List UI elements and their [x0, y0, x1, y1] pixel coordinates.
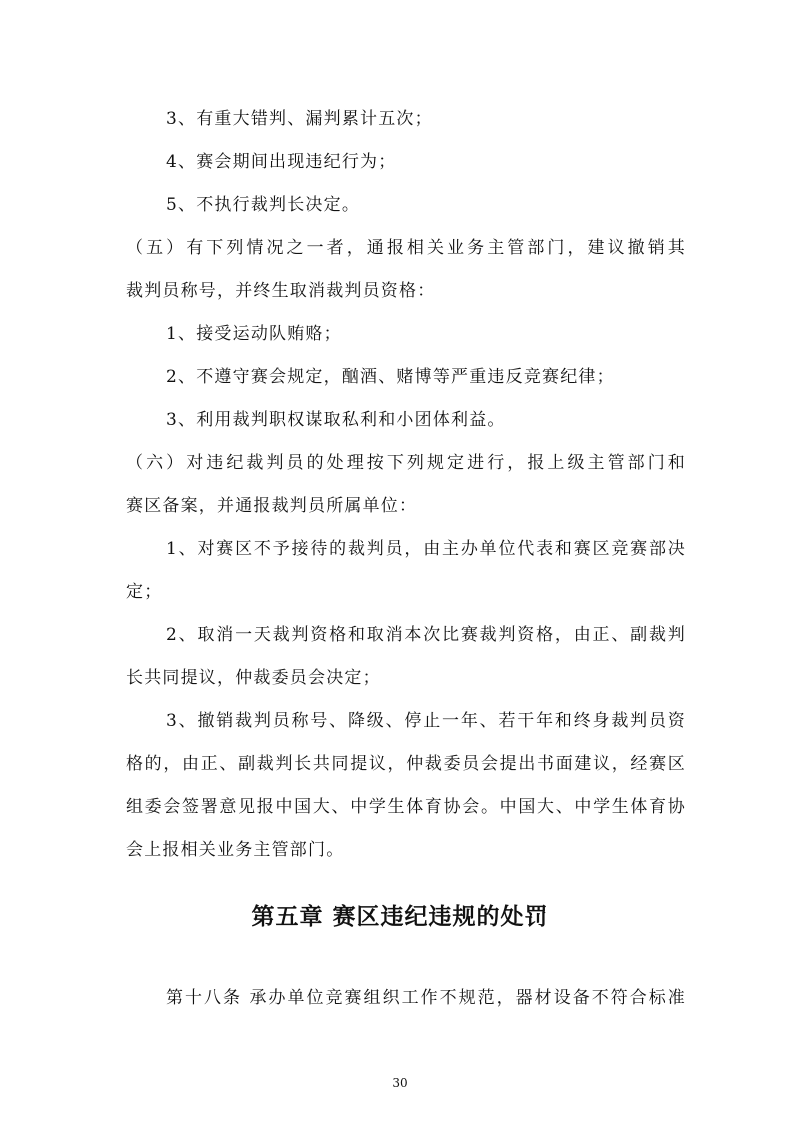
chapter-heading: 第五章 赛区违纪违规的处罚 [251, 904, 549, 930]
paragraph-line: （五）有下列情况之一者，通报相关业务主管部门，建议撤销其 [126, 238, 686, 258]
paragraph-line: 组委会签署意见报中国大、中学生体育协会。中国大、中学生体育协 [126, 797, 686, 817]
paragraph-line: 裁判员称号，并终生取消裁判员资格： [126, 281, 436, 301]
list-item: 2、不遵守赛会规定，酗酒、赌博等严重违反竞赛纪律； [166, 367, 615, 387]
paragraph-line: 长共同提议，仲裁委员会决定； [126, 668, 381, 688]
list-item: 1、对赛区不予接待的裁判员，由主办单位代表和赛区竞赛部决 [166, 539, 686, 559]
paragraph-line: 定； [126, 582, 163, 602]
list-item: 2、取消一天裁判资格和取消本次比赛裁判资格，由正、副裁判 [166, 625, 686, 645]
paragraph-line: 会上报相关业务主管部门。 [126, 840, 345, 860]
list-item: 3、撤销裁判员称号、降级、停止一年、若干年和终身裁判员资 [166, 711, 686, 731]
article-line: 第十八条 承办单位竞赛组织工作不规范，器材设备不符合标准 [166, 988, 686, 1008]
list-item: 3、利用裁判职权谋取私利和小团体利益。 [166, 410, 506, 430]
paragraph-line: 格的，由正、副裁判长共同提议，仲裁委员会提出书面建议，经赛区 [126, 754, 686, 774]
list-item: 4、赛会期间出现违纪行为； [166, 152, 397, 172]
paragraph-line: 赛区备案，并通报裁判员所属单位： [126, 496, 418, 516]
page-number: 30 [392, 1076, 408, 1090]
list-item: 5、不执行裁判长决定。 [166, 195, 361, 215]
paragraph-line: （六）对违纪裁判员的处理按下列规定进行，报上级主管部门和 [126, 453, 686, 473]
list-item: 1、接受运动队贿赂； [166, 324, 342, 344]
list-item: 3、有重大错判、漏判累计五次； [166, 109, 433, 129]
